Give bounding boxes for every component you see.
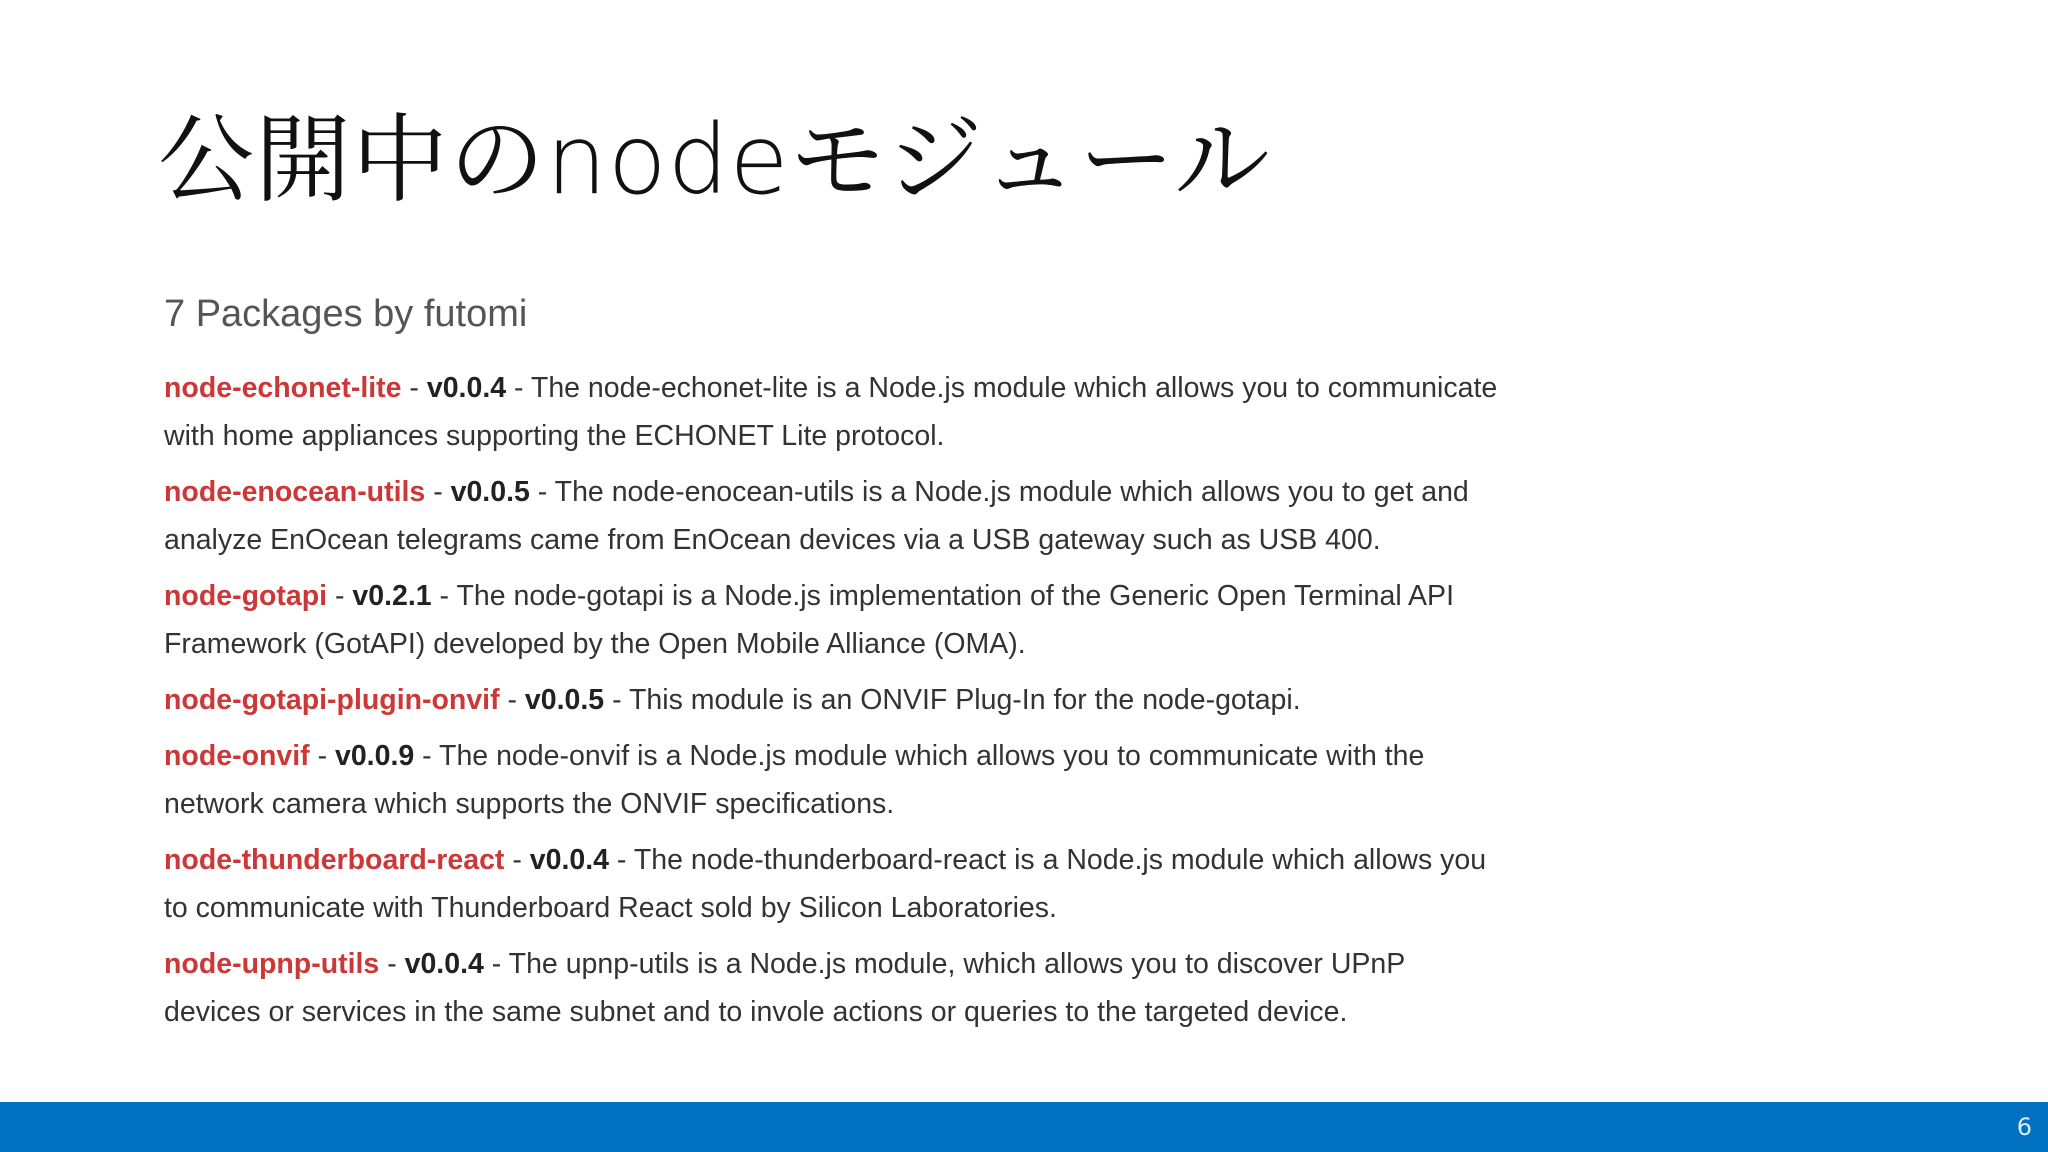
separator: -: [425, 475, 451, 508]
separator: -: [401, 371, 427, 404]
package-list-panel: [164, 292, 1504, 1082]
package-version: v0.0.4: [426, 371, 507, 404]
page-number: 6: [2016, 1113, 2032, 1141]
separator: -: [379, 947, 405, 980]
package-description: The node-gotapi is a Node.js implementation of the Generic Open Terminal API Framework (GotAPI) developed by the Open Mobile Alliance (OMA).: [164, 579, 1454, 660]
package-version: v0.2.1: [352, 579, 432, 612]
package-description: The node-enocean-utils is a Node.js module which allows you to get and analyze EnOcean telegrams came from EnOcean devices via a USB gateway such as USB 400.: [164, 475, 1469, 556]
separator: -: [327, 579, 353, 612]
separator: -: [309, 739, 335, 772]
separator: -: [414, 739, 440, 772]
separator: -: [609, 843, 634, 876]
separator: -: [499, 683, 525, 716]
package-name-link[interactable]: node-thunderboard-react: [164, 843, 505, 876]
package-version: v0.0.9: [334, 739, 415, 772]
package-description: The node-echonet-lite is a Node.js module which allows you to communicate with home appliances supporting the ECHONET Lite protocol.: [164, 371, 1498, 452]
separator: -: [504, 843, 530, 876]
package-item: [164, 836, 1504, 932]
package-version: v0.0.5: [450, 475, 530, 508]
package-description: The upnp-utils is a Node.js module, which allows you to discover UPnP devices or services in the same subnet and to invole actions or queries to the targeted device.: [164, 947, 1405, 1028]
package-item: [164, 468, 1504, 564]
package-name-link[interactable]: node-gotapi-plugin-onvif: [164, 683, 500, 716]
package-description: The node-onvif is a Node.js module which allows you to communicate with the network camera which supports the ONVIF specifications.: [164, 739, 1425, 820]
package-description: The node-thunderboard-react is a Node.js module which allows you to communicate with Thunderboard React sold by Silicon Laboratories.: [164, 843, 1487, 924]
package-item: [164, 940, 1504, 1036]
package-version: v0.0.5: [524, 683, 605, 716]
package-name-link[interactable]: node-upnp-utils: [164, 947, 380, 980]
separator: -: [506, 371, 531, 404]
slide-title: 公開中のnodeモジュール: [158, 104, 1271, 216]
package-item: [164, 676, 1504, 724]
separator: -: [431, 579, 457, 612]
separator: -: [529, 475, 555, 508]
packages-heading: 7 Packages by futomi: [164, 293, 528, 335]
package-list: [164, 364, 1504, 1036]
package-description: This module is an ONVIF Plug-In for the node-gotapi.: [628, 683, 1301, 716]
package-item: [164, 732, 1504, 828]
separator: -: [483, 947, 509, 980]
package-name-link[interactable]: node-onvif: [164, 739, 310, 772]
package-version: v0.0.4: [529, 843, 610, 876]
package-version: v0.0.4: [404, 947, 484, 980]
footer-bar: [0, 1102, 2048, 1152]
package-name-link[interactable]: node-gotapi: [164, 579, 328, 612]
separator: -: [604, 683, 629, 716]
package-item: [164, 572, 1504, 668]
package-name-link[interactable]: node-echonet-lite: [164, 371, 402, 404]
package-name-link[interactable]: node-enocean-utils: [164, 475, 426, 508]
package-item: [164, 364, 1504, 460]
